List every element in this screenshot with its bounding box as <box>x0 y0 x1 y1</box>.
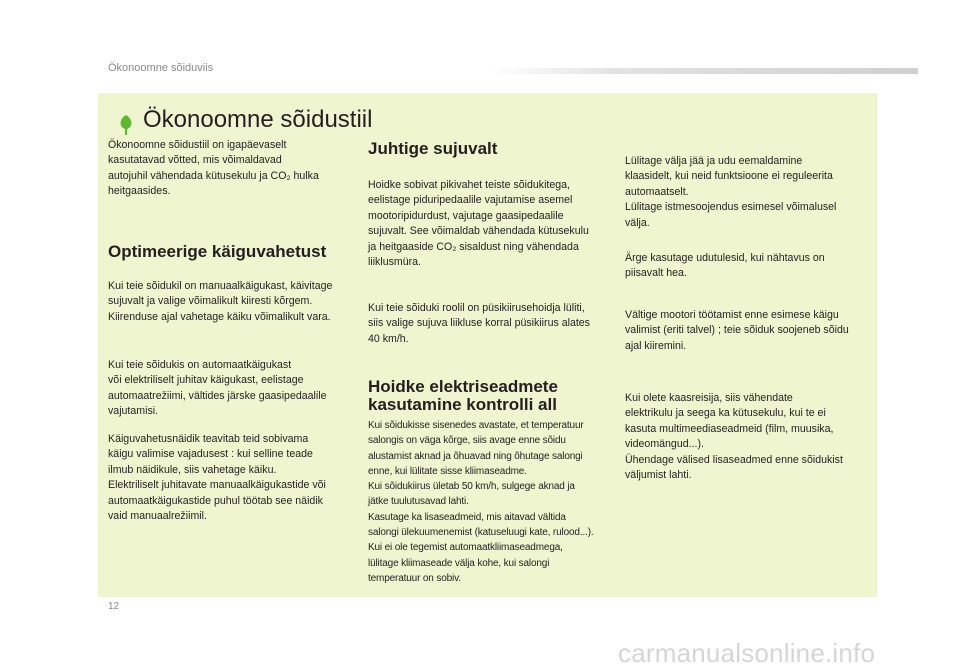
header-bar <box>490 68 918 74</box>
heading-electrical-devices: Hoidke elektriseadmete kasutamine kontrolli all <box>368 377 558 414</box>
electrical-paragraph: Kui sõidukisse sisenedes avastate, et temperatuur salongis on väga kõrge, siis avage enne sõidu alustamist aknad ja õhuavad ning õhutage salongi enne, kui lülitate sisse kliimaseadme. Kui sõidukiirus ületab 50 km/h, sulgege aknad ja jätke tuulutusavad lahti. Kasutage ka lisaseadmeid, mis aitavad vältida salongi ülekuumenemist (katuseluugi kate, rulood...). Kui ei ole tegemist automaatkliimaseadmega, lülitage kliimaseade välja kohe, kui salongi temperatuur on sobiv. <box>368 420 594 584</box>
page-title: Ökonoomne sõidustiil <box>143 106 373 133</box>
heading-drive-smoothly: Juhtige sujuvalt <box>368 139 498 158</box>
drive-paragraph-distance: Hoidke sobivat pikivahet teiste sõidukitega, eelistage piduripedaalile vajutamise asemel mootoripidurdust, vajutage gaasipedaalile sujuvalt. See võimaldab vähendada kütusekulu ja heitgaaside CO₂ sisaldust ning vähendada liiklusmüra. <box>368 179 589 269</box>
gear-paragraph-manual: Kui teie sõidukil on manuaalkäigukast, käivitage sujuvalt ja valige võimalikult kiiresti kõrgem. Kiirenduse ajal vahetage käiku võimalikult vara. <box>108 280 333 323</box>
heading-gear-shift: Optimeerige käiguvahetust <box>108 242 327 261</box>
fog-lights-paragraph: Ärge kasutage udutulesid, kui nähtavus on piisavalt hea. <box>625 252 825 280</box>
defrost-paragraph: Lülitage välja jää ja udu eemaldamine klaasidelt, kui neid funktsioone ei reguleerita automaatselt. Lülitage istmesoojendus esimesel võimalusel välja. <box>625 155 837 229</box>
leaf-icon <box>118 114 134 136</box>
page-number: 12 <box>108 601 120 612</box>
drive-paragraph-cruise: Kui teie sõiduki roolil on püsikiirusehoidja lüliti, siis valige sujuva liikluse korral püsikiirus alates 40 km/h. <box>368 302 590 345</box>
multimedia-paragraph: Kui olete kaasreisija, siis vähendate elektrikulu ja seega ka kütusekulu, kui te ei kasuta multimeediaseadmeid (film, muusika, videomängud...). Ühendage välised lisaseadmed enne sõidukist väljumist lahti. <box>625 392 843 482</box>
watermark: carmanualsonline.info <box>618 638 876 668</box>
gear-paragraph-automatic: Kui teie sõidukis on automaatkäigukast või elektriliselt juhitav käigukast, eelistage automaatrežiimi, vältides järske gaasipedaalile vajutamisi. <box>108 359 327 418</box>
section-header: Ökonoomne sõiduviis <box>108 62 214 74</box>
intro-text: Ökonoomne sõidustiil on igapäevaselt kasutatavad võtted, mis võimaldavad autojuhil vähendada kütusekulu ja CO₂ hulka heitgaasides. <box>108 139 319 198</box>
gear-paragraph-indicator: Käiguvahetusnäidik teavitab teid sobivama käigu valimise vajadusest : kui selline teade ilmub näidikule, siis vahetage käiku. Elektriliselt juhitavate manuaalkäigukastide või automaatkäigukastide puhul töötab see näidik vaid manuaalrežiimil. <box>108 433 326 523</box>
engine-idle-paragraph: Vältige mootori töötamist enne esimese käigu valimist (eriti talvel) ; teie sõiduk soojeneb sõidu ajal kiiremini. <box>625 309 849 352</box>
